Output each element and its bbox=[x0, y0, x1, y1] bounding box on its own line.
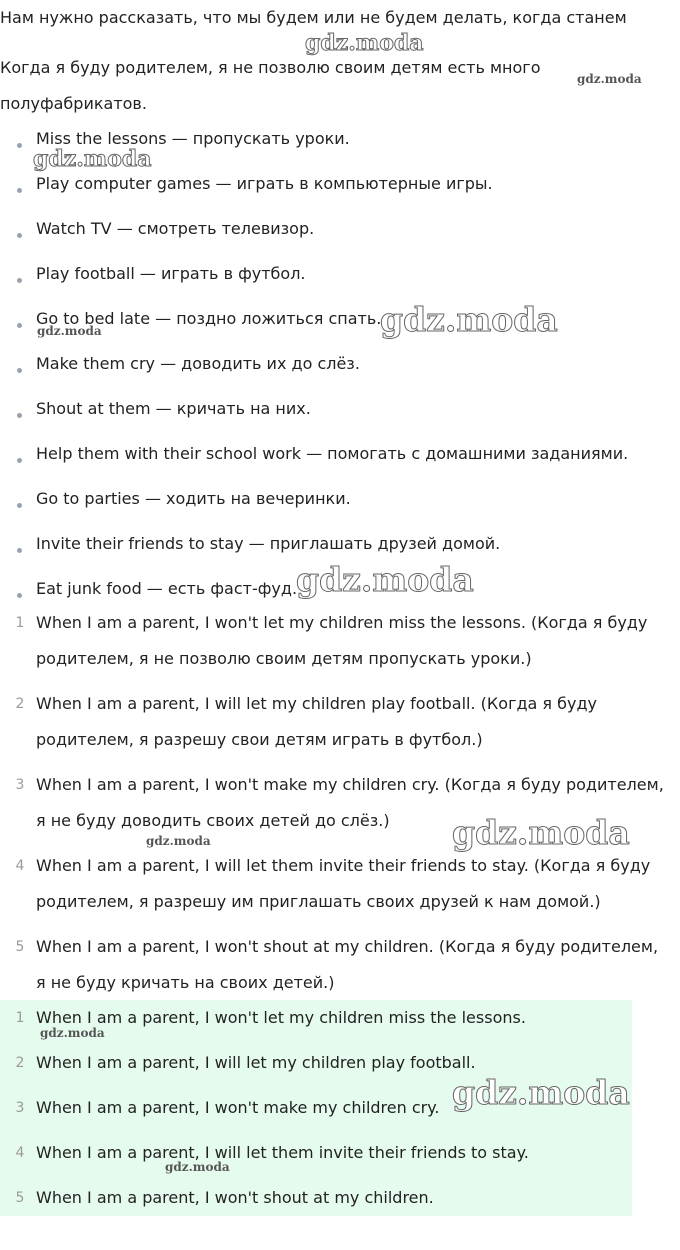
vocab-item-text: Go to parties — ходить на вечеринки. bbox=[36, 489, 351, 508]
watermark-logo: gdz.moda bbox=[37, 324, 102, 338]
item-number: 4 bbox=[15, 858, 25, 874]
item-number: 5 bbox=[15, 939, 25, 955]
vocab-item-text: Go to bed late — поздно ложиться спать. bbox=[36, 309, 382, 328]
watermark-logo: gdz.moda bbox=[33, 146, 152, 172]
bullet-icon bbox=[17, 593, 22, 598]
answer-text: When I am a parent, I won't shout at my children. bbox=[36, 1188, 434, 1207]
watermark-logo: gdz.moda bbox=[165, 1160, 230, 1174]
vocab-item-text: Help them with their school work — помогать с домашними заданиями. bbox=[36, 444, 629, 463]
answer-text: When I am a parent, I will let them invite their friends to stay. bbox=[36, 1143, 529, 1162]
vocab-item-text: Eat junk food — есть фаст-фуд. bbox=[36, 579, 298, 598]
item-number: 3 bbox=[15, 1100, 25, 1116]
watermark-logo: gdz.moda bbox=[146, 834, 211, 848]
watermark-logo: gdz.moda bbox=[40, 1026, 105, 1040]
vocab-item-text: Play computer games — играть в компьютерные игры. bbox=[36, 174, 493, 193]
translation-text: When I am a parent, I will let my children play football. (Когда я буду родителем, я разрешу свои детям играть в футбол.) bbox=[36, 694, 597, 749]
vocab-item-text: Make them cry — доводить их до слёз. bbox=[36, 354, 360, 373]
answer-text: When I am a parent, I will let my children play football. bbox=[36, 1053, 476, 1072]
vocab-item-text: Play football — играть в футбол. bbox=[36, 264, 306, 283]
translation-text: When I am a parent, I won't shout at my children. (Когда я буду родителем, я не буду кричать на своих детей.) bbox=[36, 937, 659, 992]
bullet-icon bbox=[17, 188, 22, 193]
item-number: 1 bbox=[15, 1010, 25, 1026]
vocab-item-text: Miss the lessons — пропускать уроки. bbox=[36, 129, 350, 148]
bullet-icon bbox=[17, 503, 22, 508]
item-number: 5 bbox=[15, 1190, 25, 1206]
bullet-icon bbox=[17, 368, 22, 373]
bullet-icon bbox=[17, 413, 22, 418]
item-number: 1 bbox=[15, 615, 25, 631]
watermark-logo: gdz.moda bbox=[452, 813, 630, 852]
intro-line-2: Когда я буду родителем, я не позволю своим детям есть много полуфабрикатов. bbox=[0, 58, 541, 113]
vocab-item-text: Shout at them — кричать на них. bbox=[36, 399, 311, 418]
item-number: 2 bbox=[15, 696, 25, 712]
bullet-icon bbox=[17, 458, 22, 463]
translation-text: When I am a parent, I won't make my children cry. (Когда я буду родителем, я не буду доводить своих детей до слёз.) bbox=[36, 775, 664, 830]
bullet-icon bbox=[17, 323, 22, 328]
item-number: 3 bbox=[15, 777, 25, 793]
bullet-icon bbox=[17, 548, 22, 553]
watermark-logo: gdz.moda bbox=[380, 300, 558, 339]
translation-text: When I am a parent, I won't let my children miss the lessons. (Когда я буду родителем, я не позволю своим детям пропускать уроки.) bbox=[36, 613, 648, 668]
watermark-logo: gdz.moda bbox=[577, 72, 642, 86]
watermark-logo: gdz.moda bbox=[452, 1073, 630, 1112]
answer-text: When I am a parent, I won't let my children miss the lessons. bbox=[36, 1008, 526, 1027]
watermark-logo: gdz.moda bbox=[296, 560, 474, 599]
bullet-icon bbox=[17, 233, 22, 238]
item-number: 2 bbox=[15, 1055, 25, 1071]
bullet-icon bbox=[17, 143, 22, 148]
answer-text: When I am a parent, I won't make my children cry. bbox=[36, 1098, 440, 1117]
intro-line-1: Нам нужно рассказать, что мы будем или не будем делать, когда станем bbox=[0, 8, 627, 27]
watermark-logo: gdz.moda bbox=[305, 30, 424, 56]
item-number: 4 bbox=[15, 1145, 25, 1161]
vocab-item-text: Invite their friends to stay — приглашать друзей домой. bbox=[36, 534, 501, 553]
translation-text: When I am a parent, I will let them invite their friends to stay. (Когда я буду родителем, я разрешу им приглашать своих друзей к нам домой.) bbox=[36, 856, 651, 911]
vocab-item-text: Watch TV — смотреть телевизор. bbox=[36, 219, 315, 238]
bullet-icon bbox=[17, 278, 22, 283]
